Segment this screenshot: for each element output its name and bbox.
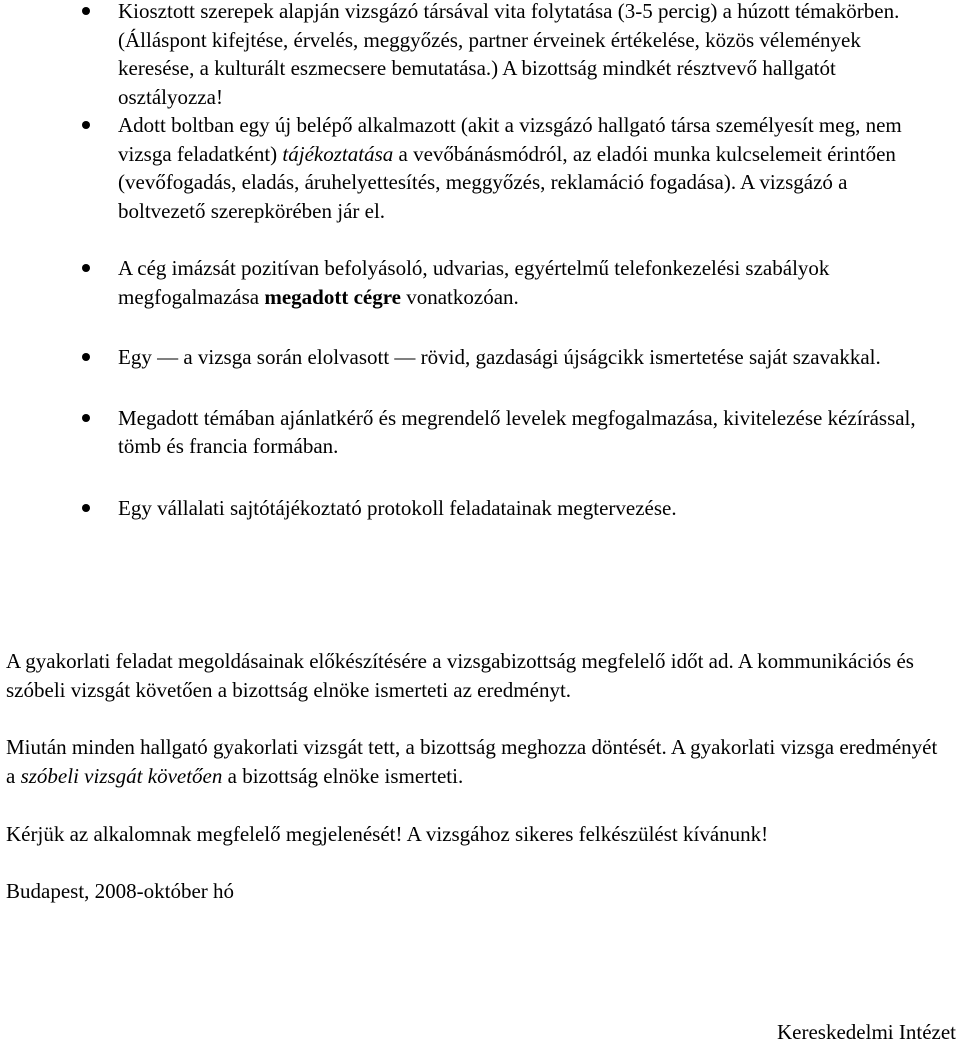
list-item-text-before: Adott boltban egy új belépő alkalmazott (akit a vizsgázó hallgató társa személyesít meg, nem vizsga feladatként) [118,113,902,166]
list-item-text-before: A cég imázsát pozitívan befolyásoló, udvarias, egyértelmű telefonkezelési szabályok megfogalmazása [118,256,830,309]
signature-institution: Kereskedelmi Intézet [777,1020,956,1044]
list-item-text-after: vonatkozóan. [400,284,519,309]
list-item [0,254,960,311]
paragraph-decision [6,733,946,790]
list-item-text-italic: tájékoztatása [282,141,394,166]
list-item [0,0,960,111]
list-item-text: Egy — a vizsga során elolvasott — rövid, gazdasági újságcikk ismertetése saját szavakkal. [118,345,881,369]
list-item [0,404,960,461]
bullet-dot-icon [82,414,90,422]
paragraph-decision-after: a bizottság elnöke ismerteti. [222,763,464,788]
list-item-text: Kiosztott szerepek alapján vizsgázó társával vita folytatása (3-5 percig) a húzott témakörben. (Álláspont kifejtése, érvelés, meggyőzés, partner érveinek értékelése, közös vélemények keresése, a kulturált eszmecsere bemutatása.) A bizottság mindkét résztvevő hallgatót osztályozza! [118,0,900,109]
list-item-text-bold: megadott cégre [264,284,401,309]
bullet-dot-icon [82,353,90,361]
place-date-line: Budapest, 2008-október hó [6,879,235,903]
paragraph-decision-italic: szóbeli vizsgát követően [20,763,223,788]
list-item-text: Megadott témában ajánlatkérő és megrendelő levelek megfogalmazása, kivitelezése kézírással, tömb és francia formában. [118,405,916,458]
paragraph-preparation-time: A gyakorlati feladat megoldásainak előkészítésére a vizsgabizottság megfelelő időt ad. A kommunikációs és szóbeli vizsgát követően a bizottság elnöke ismerteti az eredményt. [6,649,914,702]
list-item [0,343,960,372]
bullet-dot-icon [82,121,90,129]
list-item [0,111,960,225]
bullet-dot-icon [82,7,90,15]
paragraph-closing-wish: Kérjük az alkalomnak megfelelő megjelenését! A vizsgához sikeres felkészülést kívánunk! [6,822,769,846]
bullet-dot-icon [82,264,90,272]
list-item-text: Egy vállalati sajtótájékoztató protokoll feladatainak megtervezése. [118,495,677,520]
bullet-dot-icon [82,504,90,512]
list-item-text-after: a vevőbánásmódról, az eladói munka kulcselemeit érintően (vevőfogadás, eladás, áruhelyettesítés, meggyőzés, reklamáció fogadása). A vizsgázó a boltvezető szerepkörében jár el. [118,141,896,223]
list-item [0,494,960,523]
paragraph-decision-before: Miután minden hallgató gyakorlati vizsgát tett, a bizottság meghozza döntését. A gyakorlati vizsga eredményét a [6,735,938,788]
